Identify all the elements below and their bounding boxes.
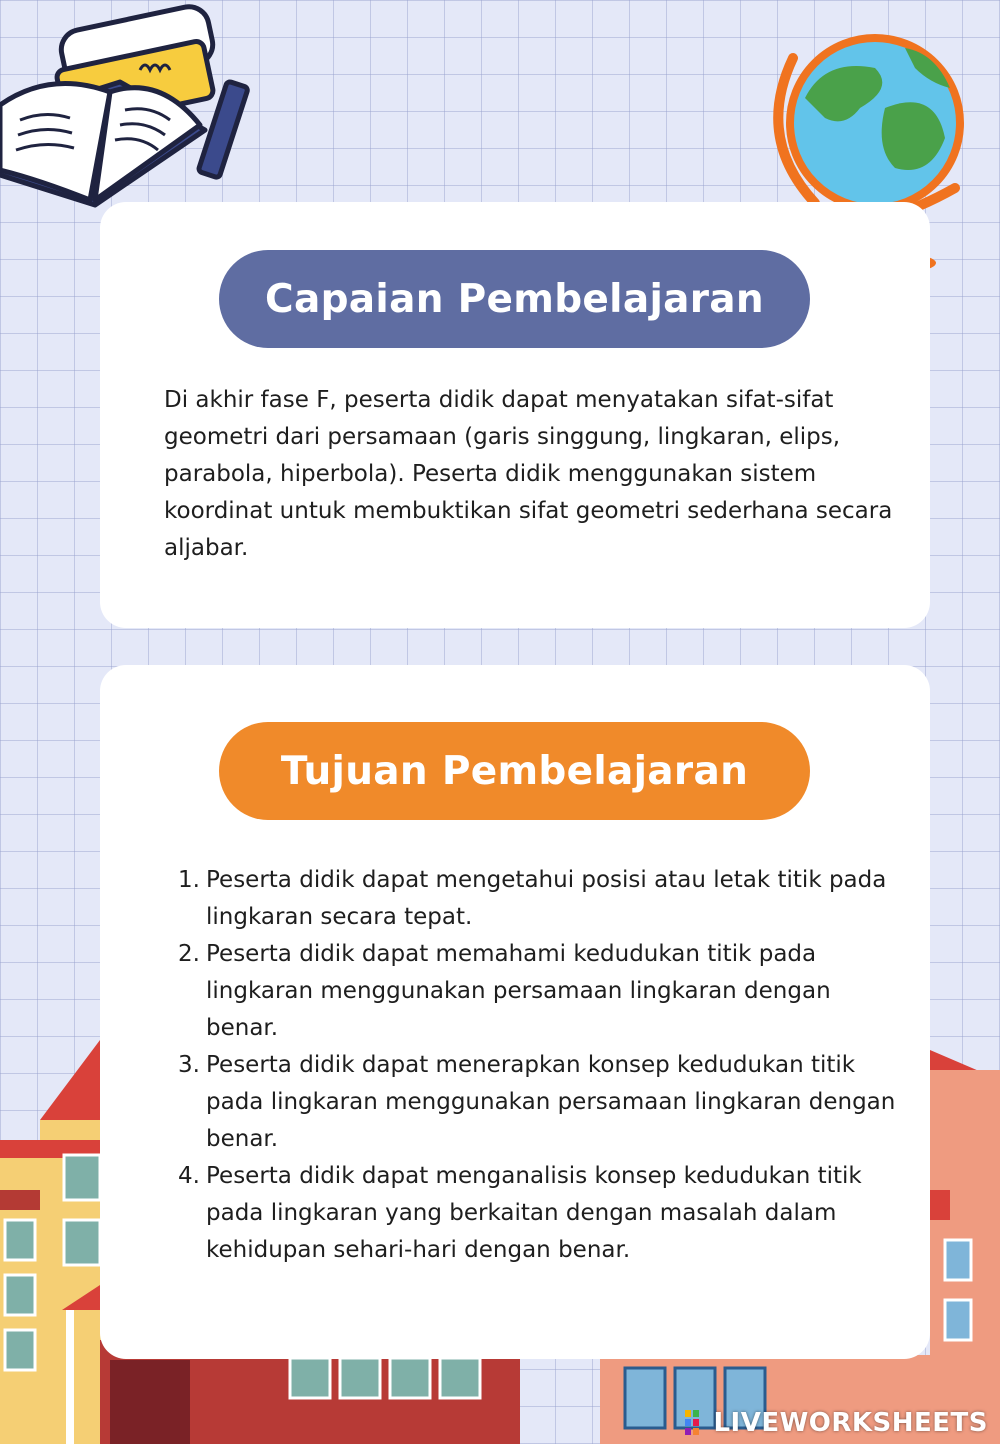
capaian-title: Capaian Pembelajaran bbox=[219, 250, 810, 348]
list-item bbox=[178, 936, 898, 1047]
capaian-card bbox=[100, 202, 930, 628]
list-item-text: Peserta didik dapat mengetahui posisi atau letak titik pada lingkaran secara tepat. bbox=[206, 867, 887, 930]
tujuan-list bbox=[178, 862, 898, 1269]
list-item-text: Peserta didik dapat menganalisis konsep kedudukan titik pada lingkaran yang berkaitan dengan masalah dalam kehidupan sehari-hari dengan benar. bbox=[206, 1163, 862, 1263]
liveworksheets-logo-icon bbox=[685, 1410, 707, 1436]
list-item bbox=[178, 1158, 898, 1269]
list-item-text: Peserta didik dapat memahami kedudukan titik pada lingkaran menggunakan persamaan lingkaran dengan benar. bbox=[206, 941, 831, 1041]
liveworksheets-watermark[interactable] bbox=[685, 1408, 988, 1438]
tujuan-card bbox=[100, 665, 930, 1359]
capaian-text: Di akhir fase F, peserta didik dapat menyatakan sifat-sifat geometri dari persamaan (garis singgung, lingkaran, elips, parabola, hiperbola). Peserta didik menggunakan sistem koordinat untuk membuktikan sifat geometri sederhana secara aljabar. bbox=[164, 387, 893, 561]
list-item-number: 2. bbox=[178, 941, 200, 967]
list-item-number: 1. bbox=[178, 867, 200, 893]
list-item-number: 4. bbox=[178, 1163, 200, 1189]
list-item bbox=[178, 1047, 898, 1158]
watermark-text: LIVEWORKSHEETS bbox=[713, 1408, 988, 1438]
list-item-text: Peserta didik dapat menerapkan konsep kedudukan titik pada lingkaran menggunakan persamaan lingkaran dengan benar. bbox=[206, 1052, 896, 1152]
list-item bbox=[178, 862, 898, 936]
tujuan-title: Tujuan Pembelajaran bbox=[219, 722, 810, 820]
list-item-number: 3. bbox=[178, 1052, 200, 1078]
